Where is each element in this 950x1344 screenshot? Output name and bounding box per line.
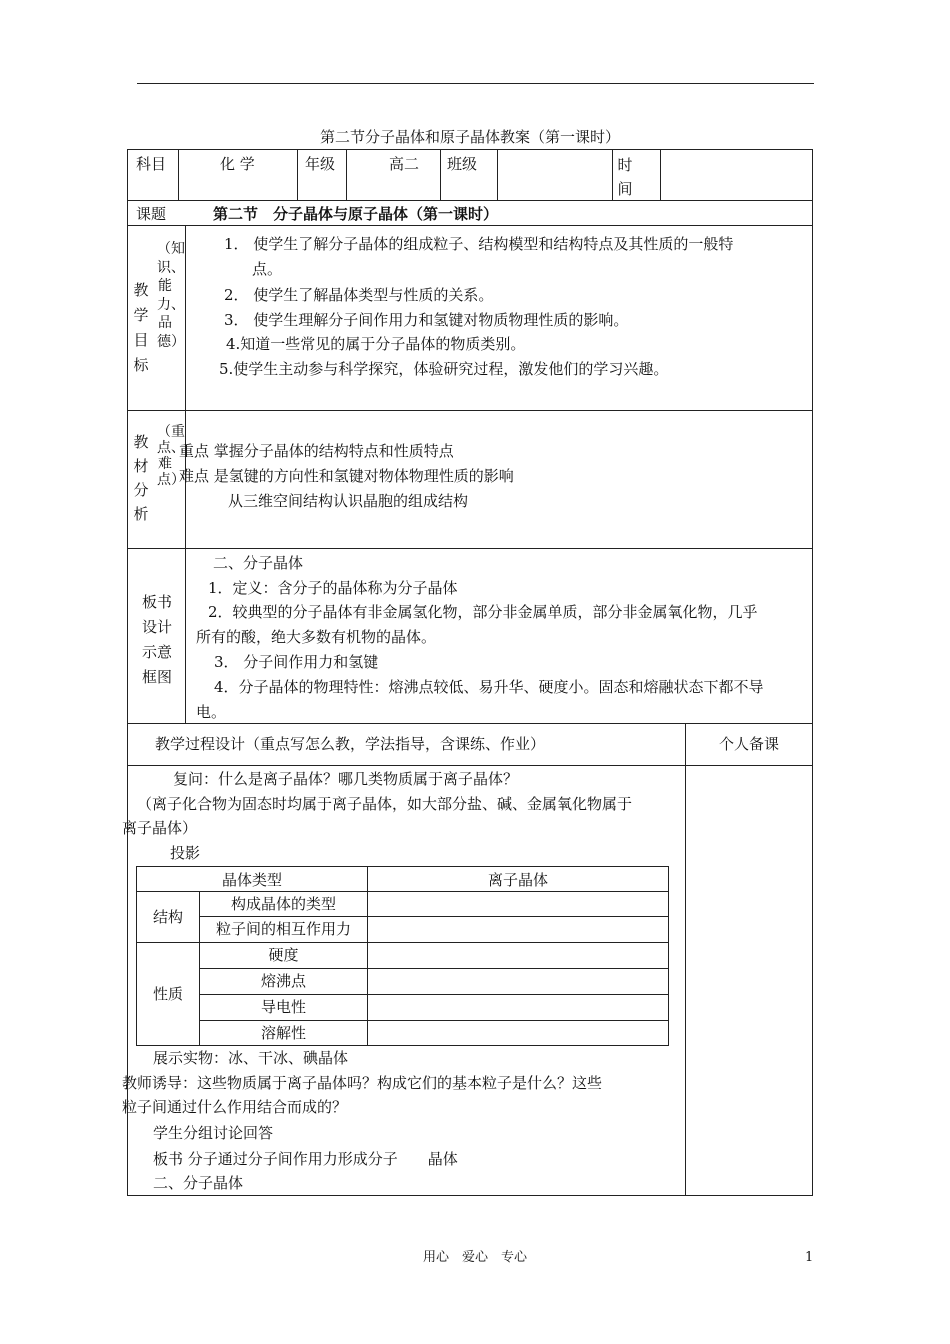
table-rule <box>127 723 813 724</box>
inner-group-name: 结构 <box>152 908 183 926</box>
grade-value: 高二 <box>389 155 420 173</box>
table-rule <box>127 410 813 411</box>
process-line: 学生分组讨论回答 <box>153 1124 274 1142</box>
table-rule <box>346 149 347 200</box>
inner-table-rule <box>199 1020 669 1021</box>
objective-item: 5.使学生主动参与科学探究，体验研究过程，激发他们的学习兴趣。 <box>219 360 669 378</box>
process-line: 板书 分子通过分子间作用力形成分子 晶体 <box>153 1150 458 1168</box>
analysis-item: 重点 掌握分子晶体的结构特点和性质特点 <box>179 442 454 460</box>
table-border-top <box>127 149 813 150</box>
topic-label: 课题 <box>136 205 167 223</box>
inner-row-label: 构成晶体的类型 <box>230 895 336 913</box>
process-line: （离子化合物为固态时均属于离子晶体，如大部分盐、碱、金属氧化物属于 <box>137 795 633 813</box>
inner-table-head: 离子晶体 <box>487 871 548 889</box>
process-line: 展示实物：冰、干冰、碘晶体 <box>153 1049 349 1067</box>
table-rule <box>297 149 298 200</box>
notes-header: 个人备课 <box>718 735 779 753</box>
objectives-sublabel: （知识、能力、品德） <box>157 241 185 350</box>
page-number: 1 <box>805 1250 814 1265</box>
topic-value: 第二节 分子晶体与原子晶体（第一课时） <box>213 205 499 223</box>
process-header: 教学过程设计（重点写怎么教，学法指导，含课练、作业） <box>155 735 546 753</box>
inner-table-head: 晶体类型 <box>221 871 282 889</box>
objective-item: 3． 使学生理解分子间作用力和氢键对物质物理性质的影响。 <box>224 311 629 329</box>
inner-table-rule <box>367 866 368 1046</box>
inner-table-rule <box>199 968 669 969</box>
board-item: 电。 <box>196 703 227 721</box>
board-label: 板书设计示意框图 <box>141 593 172 686</box>
inner-table-rule <box>136 891 669 892</box>
grade-label: 年级 <box>305 155 336 173</box>
inner-table-rule <box>199 916 669 917</box>
class-label: 班级 <box>447 155 478 173</box>
header-rule <box>137 83 814 84</box>
analysis-item: 难点 是氢键的方向性和氢键对物体物理性质的影响 <box>179 467 514 485</box>
board-item: 1．定义：含分子的晶体称为分子晶体 <box>208 579 458 597</box>
objective-item: 4.知道一些常见的属于分子晶体的物质类别。 <box>226 335 526 353</box>
inner-table-rule <box>136 942 669 943</box>
inner-table-rule <box>136 866 669 867</box>
inner-table-rule <box>136 1045 669 1046</box>
board-item: 二、分子晶体 <box>213 554 304 572</box>
process-line: 教师诱导：这些物质属于离子晶体吗？构成它们的基本粒子是什么？这些 <box>122 1074 603 1092</box>
board-item: 所有的酸，绝大多数有机物的晶体。 <box>196 628 437 646</box>
table-rule <box>440 149 441 200</box>
objectives-label: 教学目标 <box>133 281 149 374</box>
inner-row-label: 粒子间的相互作用力 <box>215 920 351 938</box>
table-rule <box>127 765 813 766</box>
subject-value: 化 学 <box>220 155 255 173</box>
table-border-left <box>127 149 128 1196</box>
table-rule <box>127 548 813 549</box>
inner-row-label: 熔沸点 <box>260 972 306 990</box>
process-line: 投影 <box>170 844 201 862</box>
table-border-bottom <box>127 1195 813 1196</box>
board-item: 2．较典型的分子晶体有非金属氢化物，部分非金属单质，部分非金属氧化物，几乎 <box>208 603 758 621</box>
inner-table-rule <box>199 994 669 995</box>
inner-group-name: 性质 <box>152 985 183 1003</box>
analysis-label: 教材分析 <box>133 433 149 523</box>
table-border-right <box>812 149 813 1196</box>
objective-item: 1． 使学生了解分子晶体的组成粒子、结构模型和结构特点及其性质的一般特 <box>224 235 734 253</box>
analysis-sublabel: （重点、难点） <box>157 424 185 488</box>
table-rule <box>127 225 813 226</box>
inner-table-rule <box>136 866 137 1046</box>
inner-row-label: 硬度 <box>268 946 299 964</box>
process-line: 复问：什么是离子晶体？哪几类物质属于离子晶体？ <box>173 770 519 788</box>
table-rule <box>685 723 686 1195</box>
objective-item: 2． 使学生了解晶体类型与性质的关系。 <box>224 286 494 304</box>
board-item: 4．分子晶体的物理特性：熔沸点较低、易升华、硬度小。固态和熔融状态下都不导 <box>214 678 764 696</box>
inner-row-label: 导电性 <box>260 998 306 1016</box>
process-line: 离子晶体） <box>122 819 198 837</box>
subject-label: 科目 <box>136 155 167 173</box>
inner-table-rule <box>199 891 200 1045</box>
table-rule <box>612 149 613 200</box>
table-rule <box>127 200 813 201</box>
inner-row-label: 溶解性 <box>260 1024 306 1042</box>
table-rule <box>660 149 661 200</box>
footer-text: 用心 爱心 专心 <box>422 1250 527 1265</box>
objective-item: 点。 <box>252 260 283 278</box>
document-title: 第二节分子晶体和原子晶体教案（第一课时） <box>319 128 620 146</box>
process-line: 二、分子晶体 <box>153 1174 244 1192</box>
inner-table-rule <box>668 866 669 1046</box>
process-line: 粒子间通过什么作用结合而成的？ <box>122 1098 348 1116</box>
analysis-item: 从三维空间结构认识晶胞的组成结构 <box>228 492 469 510</box>
board-item: 3． 分子间作用力和氢键 <box>214 653 379 671</box>
table-rule <box>497 149 498 200</box>
time-label: 时间 <box>617 156 633 198</box>
table-rule <box>178 149 179 200</box>
